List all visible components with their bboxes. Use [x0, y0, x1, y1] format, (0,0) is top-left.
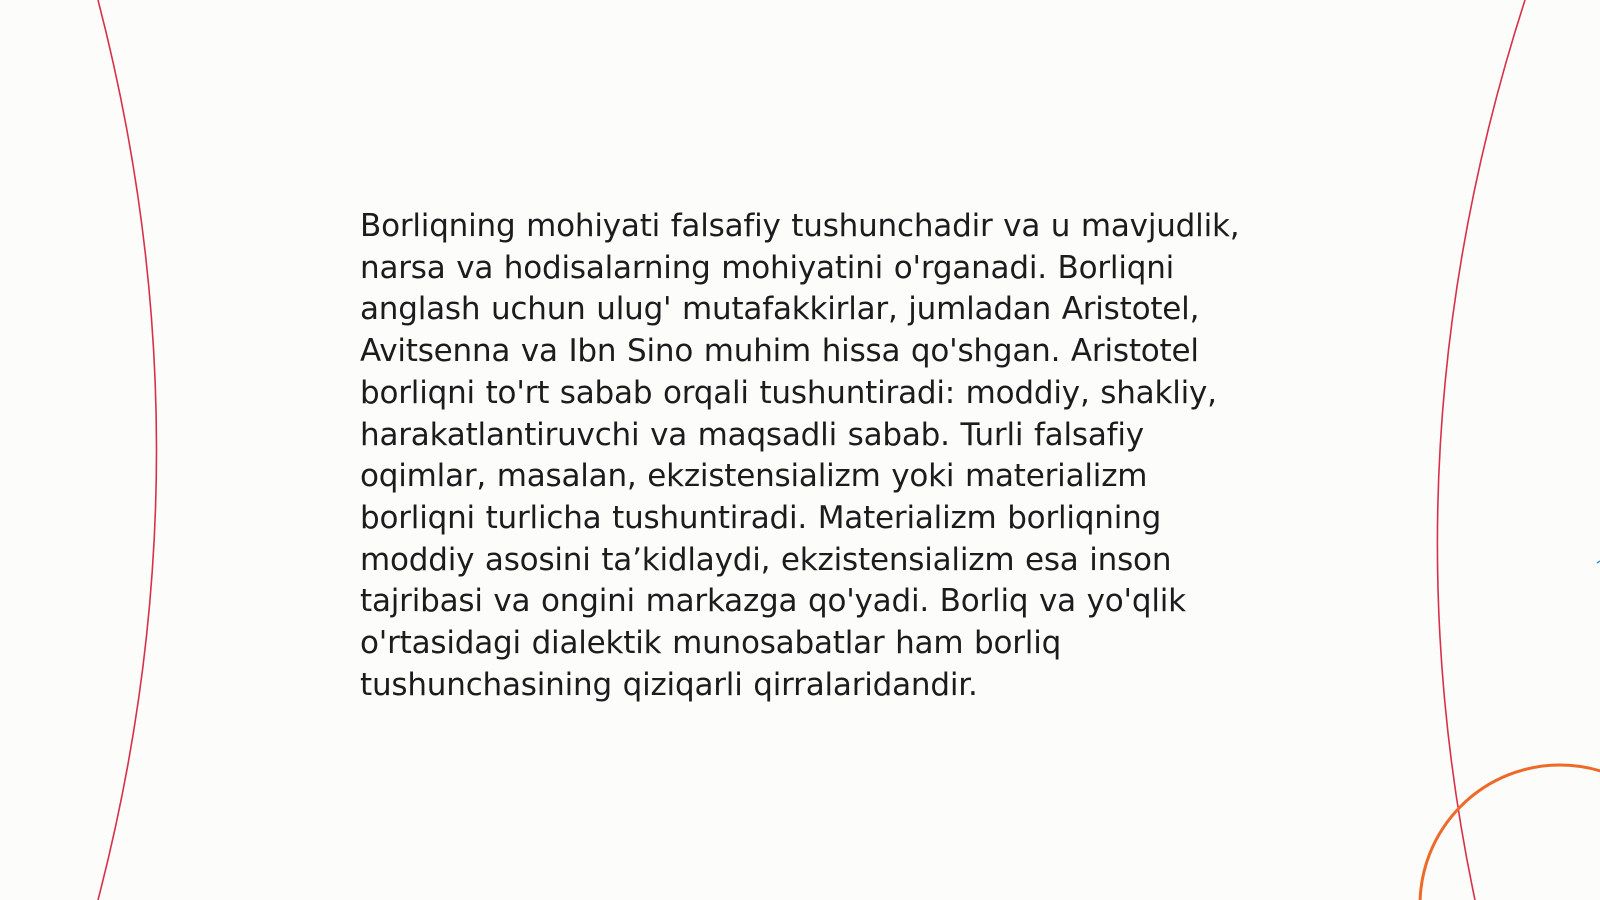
orange-decorative-circle: [1420, 765, 1600, 900]
right-decorative-arc: [1437, 0, 1525, 900]
left-decorative-arc: [98, 0, 157, 900]
body-paragraph: Borliqning mohiyati falsafiy tushunchadir va u mavjudlik, narsa va hodisalarning mohiyatini o'rganadi. Borliqni anglash uchun ulug' mutafakkirlar, jumladan Aristotel, Avitsenna va Ibn Sino muhim hissa qo'shgan. Aristotel borliqni to'rt sabab orqali tushuntiradi: moddiy, shakliy, harakatlantiruvchi va maqsadli sabab. Turli falsafiy oqimlar, masalan, ekzistensializm yoki materializm borliqni turlicha tushuntiradi. Materializm borliqning moddiy asosini ta’kidlaydi, ekzistensializm esa inson tajribasi va ongini markazga qo'yadi. Borliq va yo'qlik o'rtasidagi dialektik munosabatlar ham borliq tushunchasining qiziqarli qirralaridandir.: [360, 208, 1240, 703]
